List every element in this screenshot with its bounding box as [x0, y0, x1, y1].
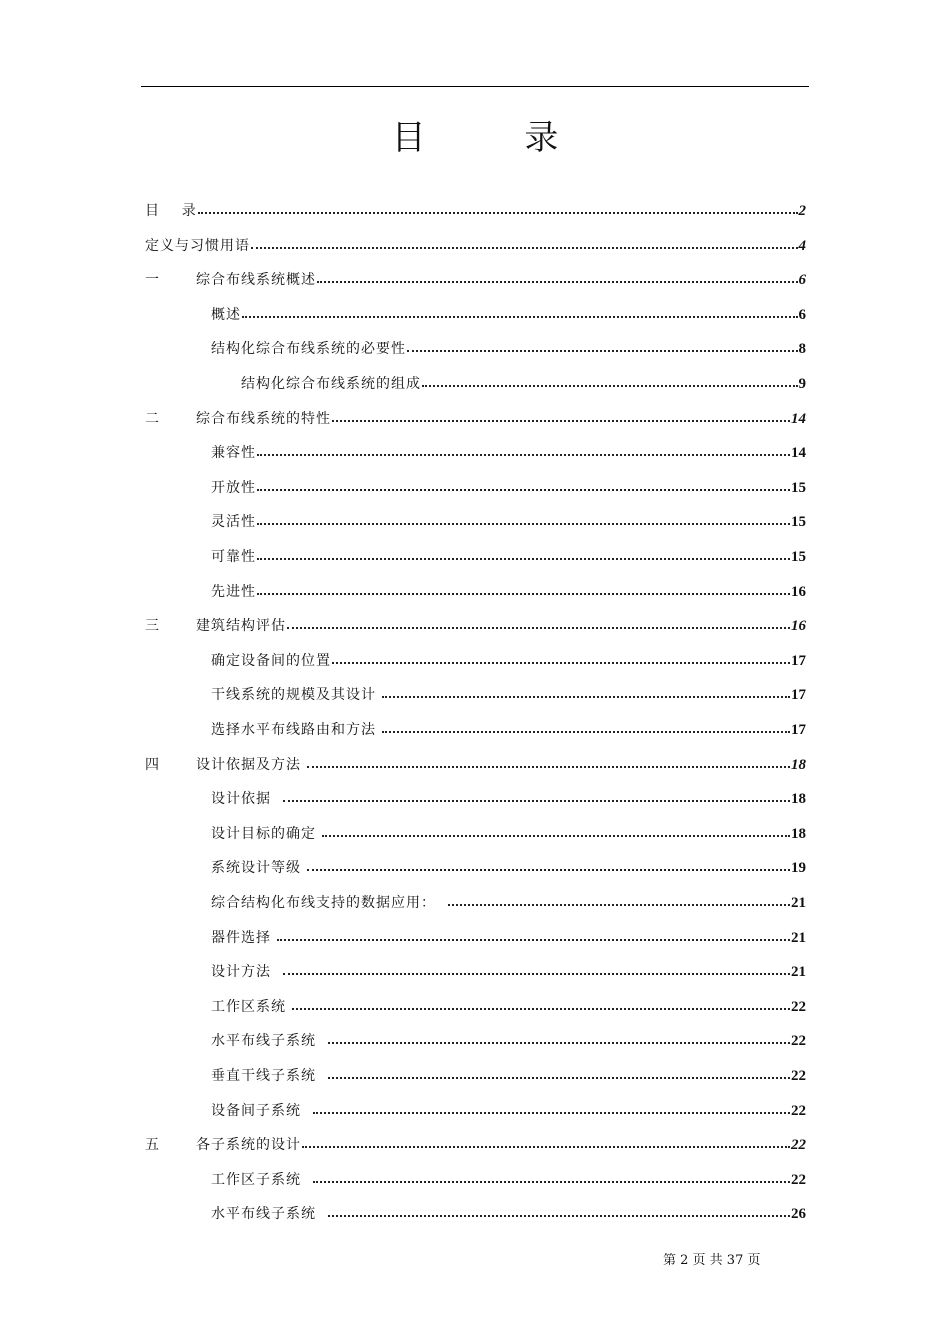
toc-entry-page-number: 4 — [798, 237, 806, 254]
toc-entry-page-number: 8 — [798, 341, 806, 358]
toc-entry-page-number: 15 — [791, 514, 806, 531]
toc-entry-page-number: 16 — [791, 583, 806, 600]
toc-entry-title: 确定设备间的位置 — [211, 652, 331, 669]
toc-entry-title: 结构化综合布线系统的组成 — [241, 376, 421, 392]
toc-entry-title: 水平布线子系统 — [211, 1033, 327, 1050]
toc-dot-leader — [307, 868, 790, 871]
toc-dot-leader — [242, 315, 798, 318]
toc-entry-title: 水平布线子系统 — [211, 1206, 327, 1223]
toc-entry-title: 建筑结构评估 — [196, 618, 286, 635]
toc-entry[interactable] — [211, 857, 806, 881]
toc-entry-page-number: 21 — [791, 964, 806, 981]
toc-entry[interactable] — [211, 1169, 806, 1193]
toc-entry-title: 可靠性 — [211, 549, 256, 565]
toc-dot-leader — [422, 384, 798, 387]
toc-entry[interactable] — [211, 788, 806, 812]
toc-dot-leader — [382, 695, 790, 698]
toc-entry-page-number: 18 — [791, 825, 806, 842]
toc-dot-leader — [328, 1076, 790, 1079]
toc-dot-leader — [277, 938, 790, 941]
toc-entry-title: 垂直干线子系统 — [211, 1068, 327, 1084]
toc-entry[interactable] — [241, 373, 806, 397]
toc-entry-page-number: 22 — [791, 1137, 806, 1154]
toc-entry-page-number: 22 — [791, 1068, 806, 1084]
toc-entry[interactable] — [145, 615, 806, 639]
toc-dot-leader — [407, 349, 798, 352]
page-title: 目 录 — [391, 118, 603, 158]
toc-entry-title: 概述 — [211, 306, 241, 323]
toc-dot-leader — [332, 419, 790, 422]
toc-entry-title: 设计目标的确定 — [211, 825, 322, 842]
toc-dot-leader — [307, 765, 790, 768]
toc-entry-title: 选择水平布线路由和方法 — [211, 722, 382, 738]
toc-entry-title: 设计依据 — [211, 791, 282, 808]
toc-entry[interactable] — [211, 684, 806, 708]
toc-entry-page-number: 18 — [791, 756, 806, 773]
toc-entry-number: 一 — [145, 272, 159, 289]
toc-dot-leader — [257, 592, 790, 595]
toc-entry-title: 灵活性 — [211, 514, 256, 531]
toc-entry[interactable] — [211, 304, 806, 328]
toc-dot-leader — [257, 453, 790, 456]
toc-entry-page-number: 17 — [791, 687, 806, 704]
toc-entry[interactable] — [211, 823, 806, 847]
toc-entry-page-number: 14 — [791, 445, 806, 462]
toc-entry-page-number: 22 — [791, 1171, 806, 1188]
toc-entry-number: 二 — [145, 410, 159, 427]
toc-entry-title: 器件选择 — [211, 929, 277, 946]
toc-entry[interactable] — [211, 927, 806, 951]
toc-dot-leader — [292, 1007, 790, 1010]
toc-entry-page-number: 18 — [791, 791, 806, 808]
toc-dot-leader — [382, 730, 790, 733]
toc-dot-leader — [283, 972, 790, 975]
toc-entry-number: 五 — [145, 1137, 159, 1154]
toc-entry-title: 综合布线系统的特性 — [196, 410, 331, 427]
toc-entry-page-number: 6 — [798, 272, 806, 289]
toc-entry-title: 系统设计等级 — [211, 860, 307, 877]
toc-entry-page-number: 15 — [791, 479, 806, 496]
toc-entry-title: 综合结构化布线支持的数据应用： — [211, 895, 447, 911]
toc-entry-title: 设计方法 — [211, 964, 282, 981]
toc-entry[interactable] — [211, 511, 806, 535]
toc-dot-leader — [317, 280, 798, 283]
toc-entry-title: 先进性 — [211, 583, 256, 600]
toc-entry[interactable] — [211, 546, 806, 570]
toc-entry-title: 开放性 — [211, 479, 256, 496]
toc-entry[interactable] — [145, 408, 806, 432]
toc-entry[interactable] — [211, 1030, 806, 1054]
toc-entry-page-number: 19 — [791, 860, 806, 877]
toc-entry-title: 设备间子系统 — [211, 1102, 312, 1119]
toc-dot-leader — [313, 1180, 790, 1183]
toc-dot-leader — [198, 211, 798, 214]
toc-entry-page-number: 21 — [791, 895, 806, 911]
toc-dot-leader — [328, 1214, 790, 1217]
toc-entry-page-number: 6 — [798, 306, 806, 323]
toc-entry[interactable] — [145, 269, 806, 293]
toc-entry[interactable] — [211, 442, 806, 466]
toc-entry[interactable] — [211, 477, 806, 501]
toc-dot-leader — [257, 488, 790, 491]
toc-entry-page-number: 26 — [791, 1206, 806, 1223]
toc-dot-leader — [251, 246, 798, 249]
toc-dot-leader — [257, 557, 790, 560]
toc-dot-leader — [257, 522, 790, 525]
toc-entry[interactable] — [211, 1203, 806, 1227]
toc-entry[interactable] — [211, 650, 806, 674]
toc-entry-number: 三 — [145, 618, 159, 635]
toc-entry-page-number: 9 — [798, 376, 806, 392]
toc-entry-title: 定义与习惯用语 — [145, 237, 250, 254]
toc-entry-page-number: 17 — [791, 652, 806, 669]
toc-entry-page-number: 15 — [791, 549, 806, 565]
toc-entry-title: 兼容性 — [211, 445, 256, 462]
toc-entry-page-number: 14 — [791, 410, 806, 427]
toc-dot-leader — [287, 626, 790, 629]
toc-entry[interactable] — [211, 996, 806, 1020]
toc-entry[interactable] — [211, 719, 806, 743]
toc-entry-page-number: 22 — [791, 1033, 806, 1050]
toc-entry-page-number: 2 — [798, 203, 806, 219]
toc-dot-leader — [283, 799, 790, 802]
toc-entry-page-number: 22 — [791, 998, 806, 1015]
toc-dot-leader — [322, 834, 790, 837]
toc-entry-title: 工作区子系统 — [211, 1171, 312, 1188]
toc-entry-page-number: 17 — [791, 722, 806, 738]
toc-entry[interactable] — [145, 200, 806, 224]
toc-entry[interactable] — [211, 892, 806, 916]
toc-entry-title: 干线系统的规模及其设计 — [211, 687, 382, 704]
toc-entry[interactable] — [145, 235, 806, 259]
toc-entry-page-number: 21 — [791, 929, 806, 946]
toc-entry[interactable] — [211, 961, 806, 985]
toc-entry-page-number: 22 — [791, 1102, 806, 1119]
toc-entry[interactable] — [145, 754, 806, 778]
toc-entry-title: 结构化综合布线系统的必要性 — [211, 341, 406, 358]
page-footer: 第 2 页 共 37 页 — [663, 1253, 761, 1268]
toc-entry-page-number: 16 — [791, 618, 806, 635]
toc-entry[interactable] — [211, 581, 806, 605]
toc-entry-title: 各子系统的设计 — [196, 1137, 301, 1154]
toc-dot-leader — [448, 903, 790, 906]
toc-entry[interactable] — [145, 1134, 806, 1158]
toc-entry-title: 设计依据及方法 — [196, 756, 307, 773]
toc-entry[interactable] — [211, 1065, 806, 1089]
toc-entry-title: 目 录 — [145, 203, 197, 219]
toc-entry-title: 工作区系统 — [211, 998, 292, 1015]
toc-dot-leader — [328, 1041, 790, 1044]
toc-entry[interactable] — [211, 338, 806, 362]
toc-dot-leader — [302, 1145, 790, 1148]
toc-entry-number: 四 — [145, 756, 159, 773]
toc-entry-title: 综合布线系统概述 — [196, 272, 316, 289]
toc-entry[interactable] — [211, 1100, 806, 1124]
toc-dot-leader — [313, 1111, 790, 1114]
toc-dot-leader — [332, 661, 790, 664]
